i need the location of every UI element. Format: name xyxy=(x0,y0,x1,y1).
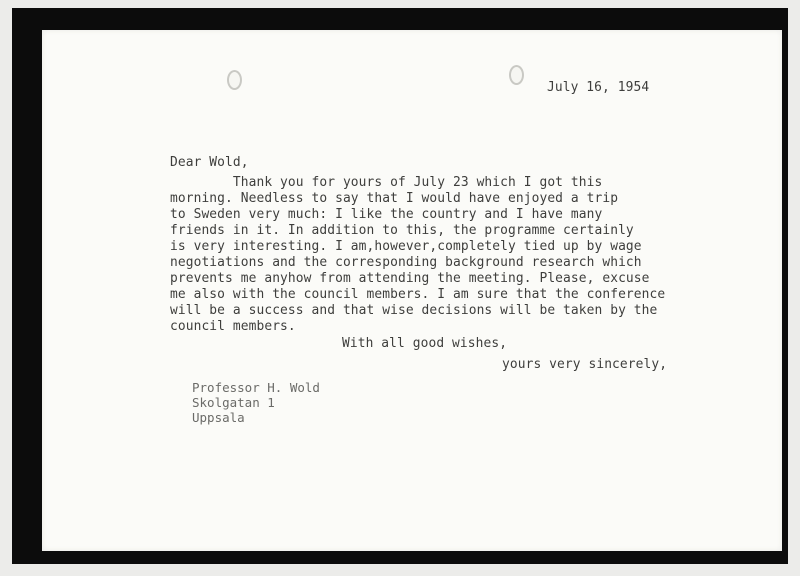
recipient-name: Professor H. Wold xyxy=(192,380,320,395)
body-line: me also with the council members. I am sure that the conference xyxy=(170,287,666,302)
body-line: to Sweden very much: I like the country and I have many xyxy=(170,207,603,222)
salutation: Dear Wold, xyxy=(170,155,249,170)
body-line: friends in it. In addition to this, the programme certainly xyxy=(170,223,634,238)
body-line: morning. Needless to say that I would have enjoyed a trip xyxy=(170,191,619,206)
body-line: is very interesting. I am,however,completely tied up by wage xyxy=(170,239,642,254)
punch-hole-right xyxy=(509,65,524,85)
body-line: negotiations and the corresponding background research which xyxy=(170,255,642,270)
body-line: prevents me anyhow from attending the meeting. Please, excuse xyxy=(170,271,650,286)
recipient-street: Skolgatan 1 xyxy=(192,395,275,410)
body-line: will be a success and that wise decisions will be taken by the xyxy=(170,303,658,318)
closing-wishes: With all good wishes, xyxy=(342,336,508,351)
punch-hole-left xyxy=(227,70,242,90)
body-line: Thank you for yours of July 23 which I got this xyxy=(170,175,603,190)
letter-date: July 16, 1954 xyxy=(547,80,650,95)
closing-signoff: yours very sincerely, xyxy=(502,357,668,372)
body-line: council members. xyxy=(170,319,296,334)
letter-page xyxy=(42,30,782,551)
mounting-card xyxy=(12,8,788,564)
recipient-city: Uppsala xyxy=(192,410,245,425)
